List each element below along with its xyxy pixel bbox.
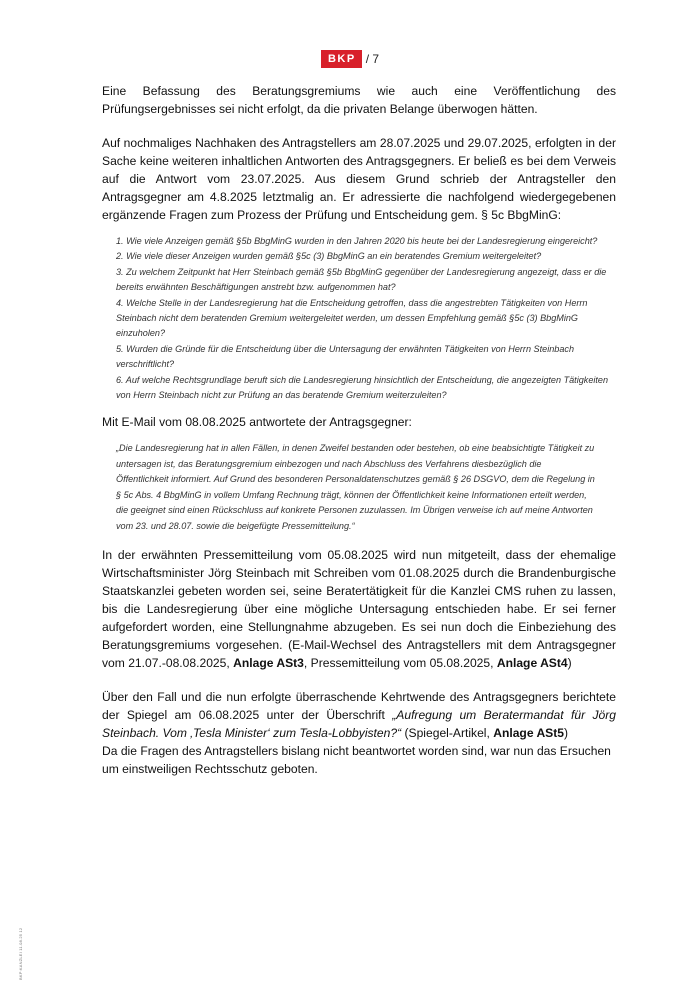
page-header xyxy=(0,50,700,68)
margin-note-text: BKP:KANZLEI 11.08.25 12 xyxy=(18,927,23,980)
anlage-ast4: Anlage ASt4 xyxy=(496,655,568,670)
question-item: 3. Zu welchem Zeitpunkt hat Herr Steinbach gemäß §5b BbgMinG gegenüber der Landesregierung angezeigt, dass er die bereits erwähnten Beschäftigungen anstrebt bzw. aufgenommen hat? xyxy=(116,266,607,293)
question-item: 5. Wurden die Gründe für die Entscheidung über die Untersagung der erwähnten Tätigkeiten von Herrn Steinbach verschriftlicht? xyxy=(116,343,574,370)
paragraph-5: Über den Fall und die nun erfolgte überraschende Kehrtwende des Antragsgegners berichtete der Spiegel am 06.08.2025 unter der Überschrift „Aufregung um Beratermandat für Jörg Steinbach. Vom ‚Tesla Minister‘ zum Tesla-Lobbyisten?“ (Spiegel-Artikel, Anlage ASt5) xyxy=(102,689,616,740)
paragraph-2: Auf nochmaliges Nachhaken des Antragstellers am 28.07.2025 und 29.07.2025, erfolgten in der Sache keine weiteren inhaltlichen Antworten des Antragsgegners. Er beließ es bei dem Verweis auf die Antwort vom 23.07.2025. Aus diesem Grund schrieb der Antragsteller den Antragsgegner am 4.8.2025 letztmalig an. Er adressierte die nachfolgend wiedergegebenen ergänzende Fragen zum Prozess der Prüfung und Entscheidung gem. § 5c BbgMinG: xyxy=(102,136,616,222)
paragraph-1: Eine Befassung des Beratungsgremiums wie auch eine Veröffentlichung des Prüfungsergebnisses sei nicht erfolgt, da die privaten Belange überwogen hätten. xyxy=(102,84,616,116)
question-item: 1. Wie viele Anzeigen gemäß §5b BbgMinG wurden in den Jahren 2020 bis heute bei der Landesregierung eingereicht? xyxy=(116,236,598,246)
question-list xyxy=(116,234,616,403)
question-item: 2. Wie viele dieser Anzeigen wurden gemäß §5c (3) BbgMinG an ein beratendes Gremium weitergeleitet? xyxy=(116,251,542,262)
margin-note xyxy=(18,890,28,980)
paragraph-4: In der erwähnten Pressemitteilung vom 05.08.2025 wird nun mitgeteilt, dass der ehemalige Wirtschaftsminister Jörg Steinbach mit Schreiben vom 01.08.2025 durch die Brandenburgische Staatskanzlei gebeten worden sei, seine Beratertätigkeit für die Kanzlei CMS ruhen zu lassen, bis die Landesregierung über eine mögliche Untersagung entschieden habe. Er sei ferner aufgefordert worden, eine Stellungnahme abzugeben. Es sei nun doch die Einbeziehung des Beratungsgremiums vorgesehen. (E-Mail-Wechsel des Antragstellers mit dem Antragsgegner vom 21.07.-08.08.2025, Anlage ASt3, Pressemitteilung vom 05.08.2025, Anlage ASt4) xyxy=(102,547,616,670)
document-body xyxy=(102,82,616,794)
question-item: 6. Auf welche Rechtsgrundlage beruft sich die Landesregierung hinsichtlich der Entscheidung, die angezeigten Tätigkeiten von Herrn Steinbach nicht zur Prüfung an das beratende Gremium weiterzuleiten? xyxy=(116,374,609,401)
paragraph-3: Mit E-Mail vom 08.08.2025 antwortete der Antragsgegner: xyxy=(102,415,412,430)
page-number: / 7 xyxy=(365,52,380,66)
spiegel-headline: „Aufregung um Beratermandat für Jörg Steinbach. Vom ‚Tesla Minister‘ zum Tesla-Lobbyisten?“ xyxy=(102,707,616,740)
question-item: 4. Welche Stelle in der Landesregierung hat die Entscheidung getroffen, dass die angestrebten Tätigkeiten von Herrn Steinbach nicht dem beratenden Gremium weitergeleitet werden, um dessen Empfehlung gemäß §5c (3) BbgMinG einzuholen? xyxy=(116,297,588,339)
email-quote: „Die Landesregierung hat in allen Fällen, in denen Zweifel bestanden oder bestehen, ob eine beabsichtigte Tätigkeit zu untersagen ist, das Beratungsgremium einbezogen und nach Abschluss des Verfahrens diesbezüglich die Öffentlichkeit informiert. Auf Grund des besonderen Personaldatenschutzes gemäß § 26 DSGVO, dem die Regelung in § 5c Abs. 4 BbgMinG in vollem Umfang Rechnung trägt, können der Öffentlichkeit keine Informationen erteilt werden, die geeignet sind einen Rückschluss auf konkrete Personen zuzulassen. Im Übrigen verweise ich auf meine Antworten vom 23. und 28.07. sowie die beigefügte Pressemitteilung.“ xyxy=(116,443,595,531)
bkp-logo: BKP xyxy=(321,50,362,68)
anlage-ast3: Anlage ASt3 xyxy=(233,655,304,670)
paragraph-6: Da die Fragen des Antragstellers bislang nicht beantwortet worden sind, war nun das Ersuchen um einstweiligen Rechtsschutz geboten. xyxy=(102,743,611,776)
anlage-ast5: Anlage ASt5 xyxy=(493,725,565,740)
